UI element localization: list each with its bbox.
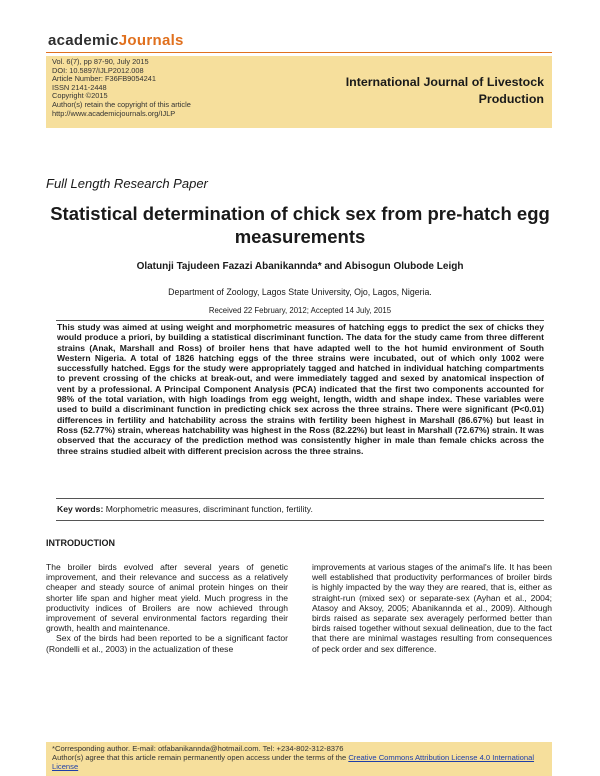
article-meta-box	[46, 56, 330, 128]
journal-name-line1: International Journal of Livestock	[345, 75, 544, 89]
abstract-bottom-divider	[56, 498, 544, 499]
meta-doi: DOI: 10.5897/IJLP2012.008	[52, 65, 144, 75]
paper-authors: Olatunji Tajudeen Fazazi Abanikannda* and Abisogun Olubode Leigh	[136, 261, 464, 272]
meta-url[interactable]: http://www.academicjournals.org/IJLP	[52, 108, 176, 118]
footer-notes	[46, 742, 552, 776]
keywords-divider	[56, 520, 544, 521]
license-link[interactable]: Creative Commons Attribution License 4.0 International License	[52, 753, 535, 772]
journal-name-line2: Production	[478, 92, 544, 106]
abstract: This study was aimed at using weight and morphometric measures of hatching eggs to predict the sex of chicks they would produce a priori, by building a statistical discriminant function. The data for the study came from three different strains (Anak, Marshall and Ross) of broiler hens that have adapted well to the hot humid environment of South Western Nigeria. A total of 1826 hatching eggs of the three strains were incubated, out of which only 1002 were successfully hatched. Eggs for the study were appropriately tagged and hatched in individual hatching compartments to prevent crossing of the chicks at break-out, and were immediately tagged and sexed by anatomical inspection of vent by a professional. A Principal Component Analysis (PCA) indicated that the first two components accounted for 98% of the total variation, with high loadings from egg weight, length, width and shape index. These variables were used to build a discriminant function in predicting chick sex across the three strains. There were significant (P<0.01) differences in fertility and hatchability across the strains with fertility been highest in Marshall (86.67%) but least in Ross (52.77%) strain, whereas hatchability was highest in the Ross (82.22%) but least in Marshall (72.67%) strain. It was observed that the accuracy of the prediction method was consistently higher in male than female chicks across the three strains studied albeit with different precision across the three strains.	[57, 322, 544, 456]
keywords-text: Morphometric measures, discriminant function, fertility.	[105, 504, 313, 514]
meta-volume: Vol. 6(7), pp 87-90, July 2015	[52, 57, 149, 66]
author-affiliation: Department of Zoology, Lagos State University, Ojo, Lagos, Nigeria.	[168, 287, 432, 297]
body-paragraph: Sex of the birds had been reported to be a significant factor (Rondelli et al., 2003) in the actualization of these	[46, 633, 288, 654]
license-prefix: Author(s) agree that this article remain permanently open access under the terms of the	[52, 753, 349, 763]
journal-name-box	[330, 56, 552, 128]
meta-rights: Author(s) retain the copyright of this article	[52, 99, 191, 109]
body-paragraph: The broiler birds evolved after several years of genetic improvement, and their relevance and success as a relatively cheaper and steady source of animal protein hinges on their shorter life span and higher meat yield. Much progress in the productivity indices of Broilers are now achieved through improvement of several environmental factors regarding their growth, health and maintenance.	[46, 562, 288, 634]
keywords	[57, 504, 313, 514]
meta-article-number: Article Number: F36FB9054241	[52, 74, 156, 84]
logo-academic: academic	[48, 32, 119, 49]
body-column-right	[312, 562, 552, 654]
logo-divider	[46, 52, 552, 53]
received-accepted-dates: Received 22 February, 2012; Accepted 14 July, 2015	[208, 306, 392, 315]
meta-copyright: Copyright ©2015	[52, 91, 108, 101]
meta-issn: ISSN 2141-2448	[52, 82, 107, 92]
paper-type: Full Length Research Paper	[46, 176, 208, 191]
logo-journals: Journals	[118, 32, 184, 49]
keywords-label: Key words:	[57, 504, 104, 514]
corresponding-author: *Corresponding author. E-mail: otfabanikannda@hotmail.com. Tel: +234-802-312-8376	[52, 744, 344, 753]
paper-title: Statistical determination of chick sex from pre-hatch egg measurements	[50, 203, 550, 247]
body-column-left	[46, 562, 288, 654]
abstract-top-divider	[56, 320, 544, 321]
license-note	[52, 753, 546, 771]
body-paragraph: improvements at various stages of the animal's life. It has been well established that productivity performances of broiler birds is highly impacted by the way they are reared, that is, either as straight-run (mixed sex) or separate-sex (Ayhan et al., 2004; Atasoy and Aksoy, 2005; Abanikannda et al., 2009). Although birds raised as separate sex averagely performed better than birds raised together without sexual delineation, due to the fact that there are minimal wastages resulting from consequences of peck order and sex difference.	[312, 562, 552, 654]
introduction-heading: INTRODUCTION	[46, 538, 115, 548]
publisher-logo	[48, 32, 184, 49]
